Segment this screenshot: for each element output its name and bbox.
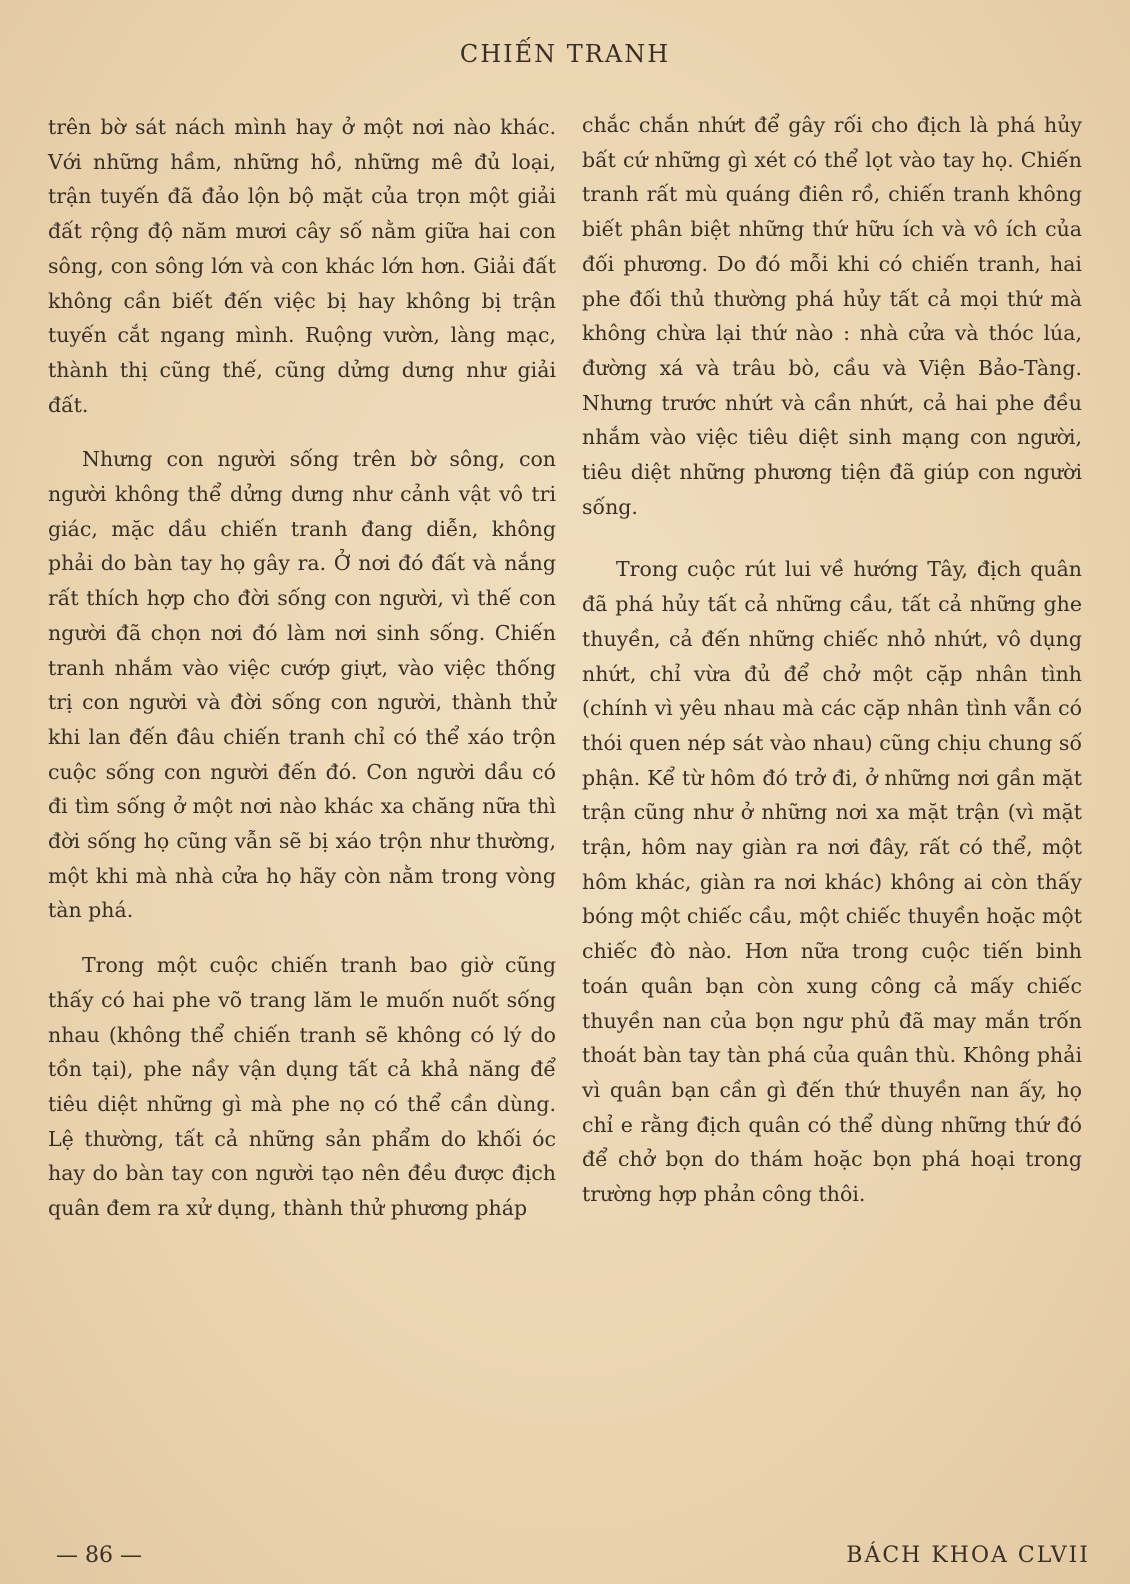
right-column bbox=[582, 108, 1082, 1212]
paragraph: trên bờ sát nách mình hay ở một nơi nào khác. Với những hầm, những hồ, những mê đủ loại, trận tuyến đã đảo lộn bộ mặt của trọn một giải đất rộng độ năm mươi cây số nằm giữa hai con sông, con sông lớn và con khác lớn hơn. Giải đất không cần biết đến việc bị hay không bị trận tuyến cắt ngang mình. Ruộng vườn, làng mạc, thành thị cũng thế, cũng dửng dưng như giải đất. bbox=[48, 115, 556, 417]
page-number: — 86 — bbox=[56, 1543, 142, 1568]
paragraph: Nhưng con người sống trên bờ sông, con người không thể dửng dưng như cảnh vật vô tri giác, mặc dầu chiến tranh đang diễn, không phải do bàn tay họ gây ra. Ở nơi đó đất và nắng rất thích hợp cho đời sống con người, vì thế con người đã chọn nơi đó làm nơi sinh sống. Chiến tranh nhắm vào việc cướp giựt, vào việc thống trị con người và đời sống con người, thành thử khi lan đến đâu chiến tranh chỉ có thể xáo trộn cuộc sống con người đến đó. Con người dầu có đi tìm sống ở một nơi nào khác xa chăng nữa thì đời sống họ cũng vẫn sẽ bị xáo trộn như thường, một khi mà nhà cửa họ hãy còn nằm trong vòng tàn phá. bbox=[48, 447, 556, 923]
paragraph: chắc chắn nhứt để gây rối cho địch là phá hủy bất cứ những gì xét có thể lọt vào tay họ. Chiến tranh rất mù quáng điên rồ, chiến tranh không biết phân biệt những thứ hữu ích và vô ích của đối phương. Do đó mỗi khi có chiến tranh, hai phe đối thủ thường phá hủy tất cả mọi thứ mà không chừa lại thứ nào : nhà cửa và thóc lúa, đường xá và trâu bò, cầu và Viện Bảo-Tàng. Nhưng trước nhứt và cần nhứt, cả hai phe đều nhắm vào việc tiêu diệt sinh mạng con người, tiêu diệt những phương tiện đã giúp con người sống. bbox=[582, 113, 1082, 519]
page-title: CHIẾN TRANH bbox=[459, 40, 671, 68]
publication-name: BÁCH KHOA CLVII bbox=[846, 1543, 1090, 1568]
left-column bbox=[48, 110, 556, 1226]
paragraph: Trong một cuộc chiến tranh bao giờ cũng thấy có hai phe võ trang lăm le muốn nuốt sống nhau (không thể chiến tranh sẽ không có lý do tồn tại), phe nầy vận dụng tất cả khả năng để tiêu diệt những gì mà phe nọ có thể cần dùng. Lệ thường, tất cả những sản phẩm do khối óc hay do bàn tay con người tạo nên đều được địch quân đem ra xử dụng, thành thử phương pháp bbox=[48, 953, 556, 1221]
paragraph: Trong cuộc rút lui về hướng Tây, địch quân đã phá hủy tất cả những cầu, tất cả những ghe thuyền, cả đến những chiếc nhỏ nhứt, vô dụng nhứt, chỉ vừa đủ để chở một cặp nhân tình (chính vì yêu nhau mà các cặp nhân tình vẫn có thói quen nép sát vào nhau) cũng chịu chung số phận. Kể từ hôm đó trở đi, ở những nơi gần mặt trận cũng như ở những nơi xa mặt trận (vì mặt trận, hôm nay giàn ra nơi đây, rất có thể, một hôm khác, giàn ra nơi khác) không ai còn thấy bóng một chiếc cầu, một chiếc thuyền hoặc một chiếc đò nào. Hơn nữa trong cuộc tiến binh toán quân bạn còn xung công cả mấy chiếc thuyền nan của bọn ngư phủ đã may mắn trốn thoát bàn tay tàn phá của quân thù. Không phải vì quân bạn cần gì đến thứ thuyền nan ấy, họ chỉ e rằng địch quân có thể dùng những thứ đó để chở bọn do thám hoặc bọn phá hoại trong trường hợp phản công thôi. bbox=[582, 557, 1082, 1207]
